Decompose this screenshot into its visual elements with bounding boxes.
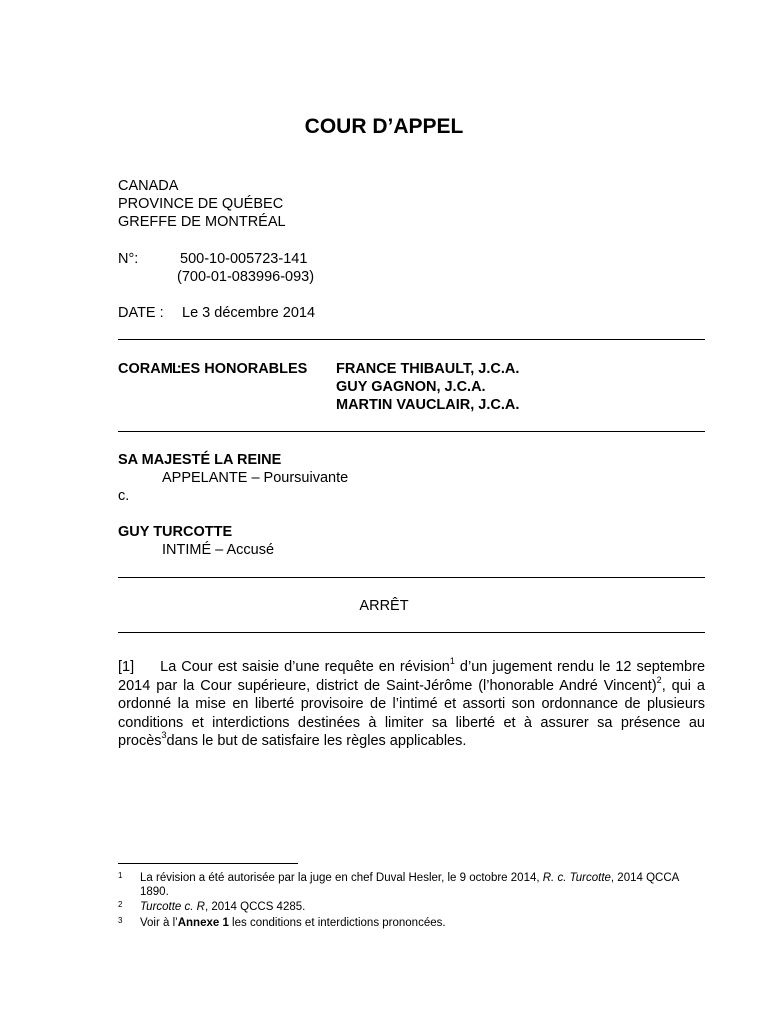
judge-1: FRANCE THIBAULT, J.C.A. <box>336 361 520 377</box>
file-number: 500-10-005723-141 <box>180 251 308 267</box>
footnote-divider <box>118 863 298 864</box>
divider <box>118 577 705 578</box>
footnote-ref-3[interactable]: 3 <box>161 730 167 741</box>
date-label: DATE : <box>118 305 164 321</box>
divider <box>118 431 705 432</box>
judge-2: GUY GAGNON, J.C.A. <box>336 379 486 395</box>
footnote-3: 3 Voir à l’Annexe 1 les conditions et interdictions prononcées. <box>118 916 446 929</box>
footnote-ref-1[interactable]: 1 <box>449 656 455 667</box>
divider <box>118 632 705 633</box>
decision-heading: ARRÊT <box>359 598 409 614</box>
date-value: Le 3 décembre 2014 <box>182 305 316 321</box>
footnote-ref-2[interactable]: 2 <box>656 674 662 685</box>
judge-3: MARTIN VAUCLAIR, J.C.A. <box>336 397 520 413</box>
respondent-role: INTIMÉ – Accusé <box>162 542 275 558</box>
file-sub-number: (700-01-083996-093) <box>177 269 315 285</box>
jurisdiction-registry: GREFFE DE MONTRÉAL <box>118 214 286 230</box>
jurisdiction-province: PROVINCE DE QUÉBEC <box>118 196 284 212</box>
file-number-label: N°: <box>118 251 139 267</box>
appellant-role: APPELANTE – Poursuivante <box>162 470 349 486</box>
paragraph-1: [1] La Cour est saisie d’une requête en révision$^1$ d’un jugement rendu le 12 septembre 2014 par la Cour supérieure, district de Saint-Jérôme (l’honorable André Vincent)$^2$, qui a ordonné la mise en liberté provisoire de l’intimé et assorti son ordonnance de plusieurs conditions et interdictions destinées à limiter sa liberté et à assurer sa présence au procès$^3$dans le but de satisfaire les règles applicables. <box>118 656 706 749</box>
appellant-name: SA MAJESTÉ LA REINE <box>118 452 282 468</box>
jurisdiction-country: CANADA <box>118 178 179 194</box>
footnote-2: 2 Turcotte c. R, 2014 QCCS 4285. <box>118 900 306 913</box>
footnote-1: 1 La révision a été autorisée par la juge en chef Duval Hesler, le 9 octobre 2014, R. c. Turcotte, 2014 QCCA 1890. <box>118 871 679 898</box>
coram-honorables: LES HONORABLES <box>172 361 308 377</box>
respondent-name: GUY TURCOTTE <box>118 524 233 540</box>
divider <box>118 339 705 340</box>
coram-label: CORAM : <box>118 361 182 377</box>
paragraph-number: [1] <box>118 659 135 675</box>
versus: c. <box>118 488 130 504</box>
court-title: COUR D’APPEL <box>304 115 464 138</box>
